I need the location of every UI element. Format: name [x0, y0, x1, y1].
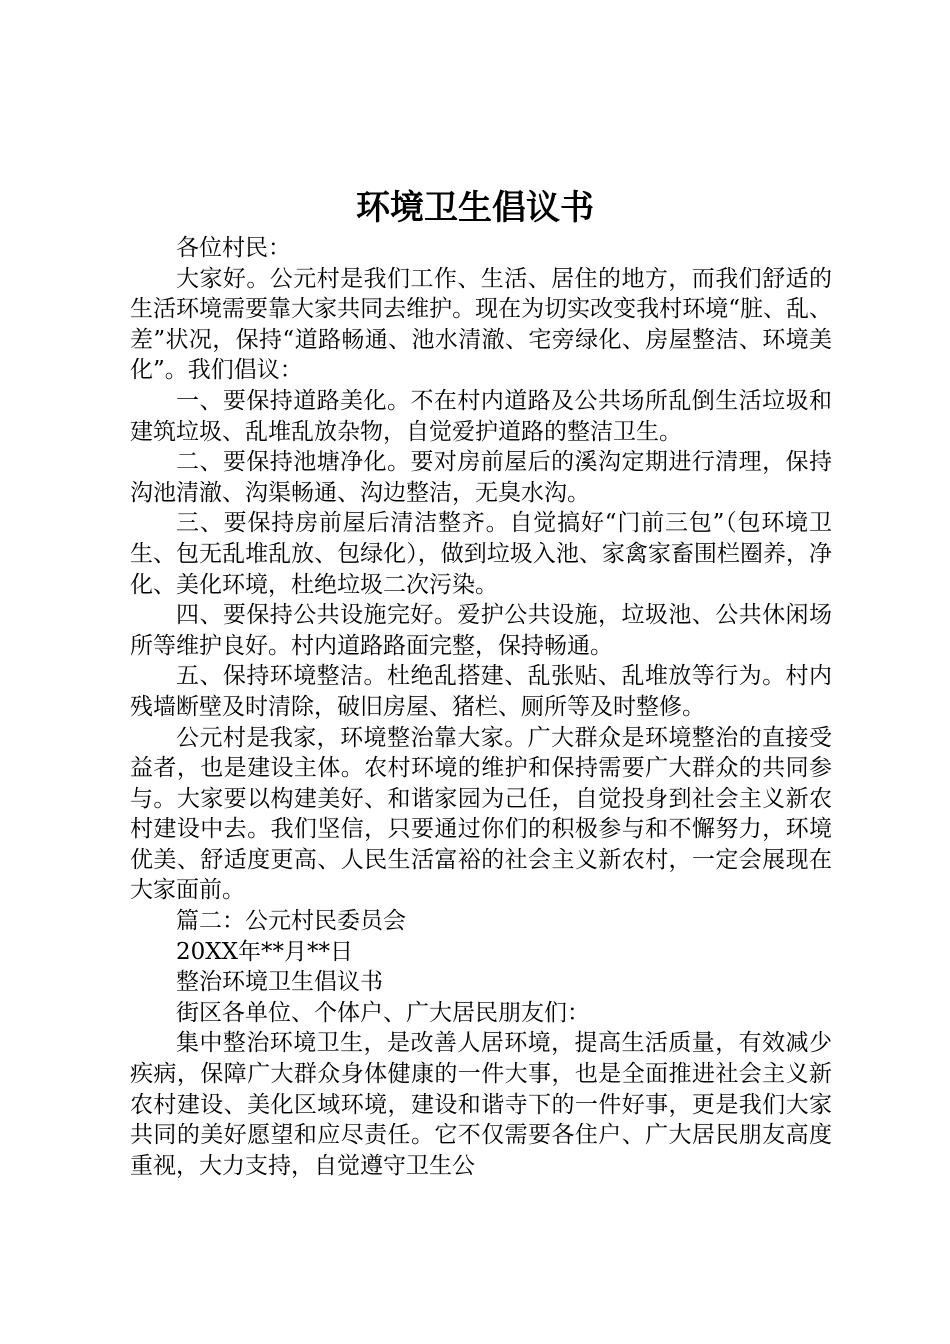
- paragraph-item-4: 四、要保持公共设施完好。爱护公共设施，垃圾池、公共休闲场所等维护良好。村内道路路面完整，保持畅通。: [130, 602, 832, 659]
- paragraph-item-3: 三、要保持房前屋后清洁整齐。自觉搞好“门前三包”（包环境卫生、包无乱堆乱放、包绿化），做到垃圾入池、家禽家畜围栏圈养，净化、美化环境，杜绝垃圾二次污染。: [130, 510, 832, 598]
- paragraph-item-2: 二、要保持池塘净化。要对房前屋后的溪沟定期进行清理，保持沟池清澈、沟渠畅通、沟边整洁，无臭水沟。: [130, 449, 832, 506]
- paragraph-intro: 大家好。公元村是我们工作、生活、居住的地方，而我们舒适的生活环境需要靠大家共同去维护。现在为切实改变我村环境“脏、乱、差”状况，保持“道路畅通、池水清澈、宅旁绿化、房屋整洁、环境美化”。我们倡议：: [130, 265, 832, 384]
- paragraph-conclusion: 公元村是我家，环境整治靠大家。广大群众是环境整治的直接受益者，也是建设主体。农村环境的维护和保持需要广大群众的共同参与。大家要以构建美好、和谐家园为己任，自觉投身到社会主义新农村建设中去。我们坚信，只要通过你们的积极参与和不懈努力，环境优美、舒适度更高、人民生活富裕的社会主义新农村，一定会展现在大家面前。: [130, 724, 832, 904]
- paragraph-body: 集中整治环境卫生，是改善人居环境，提高生活质量，有效减少疾病，保障广大群众身体健康的一件大事，也是全面推进社会主义新农村建设、美化区域环境，建设和谐寺下的一件好事，更是我们大家共同的美好愿望和应尽责任。它不仅需要各住户、广大居民朋友高度重视，大力支持，自觉遵守卫生公: [130, 1030, 832, 1179]
- document-body: [130, 233, 832, 1181]
- paragraph-subtitle: 整治环境卫生倡议书: [176, 969, 383, 996]
- paragraph-item-5: 五、保持环境整洁。杜绝乱搭建、乱张贴、乱堆放等行为。村内残墙断壁及时清除，破旧房屋、猪栏、厕所等及时整修。: [130, 663, 832, 720]
- document-title: 环境卫生倡议书: [356, 188, 594, 228]
- paragraph-item-1: 一、要保持道路美化。不在村内道路及公共场所乱倒生活垃圾和建筑垃圾、乱堆乱放杂物，自觉爱护道路的整洁卫生。: [130, 387, 832, 445]
- paragraph-signature: 篇二：公元村民委员会: [176, 908, 406, 935]
- paragraph-greeting: 各位村民：: [176, 235, 291, 261]
- paragraph-date: 20XX年**月**日: [176, 938, 354, 965]
- paragraph-salutation: 街区各单位、个体户、广大居民朋友们：: [176, 999, 590, 1026]
